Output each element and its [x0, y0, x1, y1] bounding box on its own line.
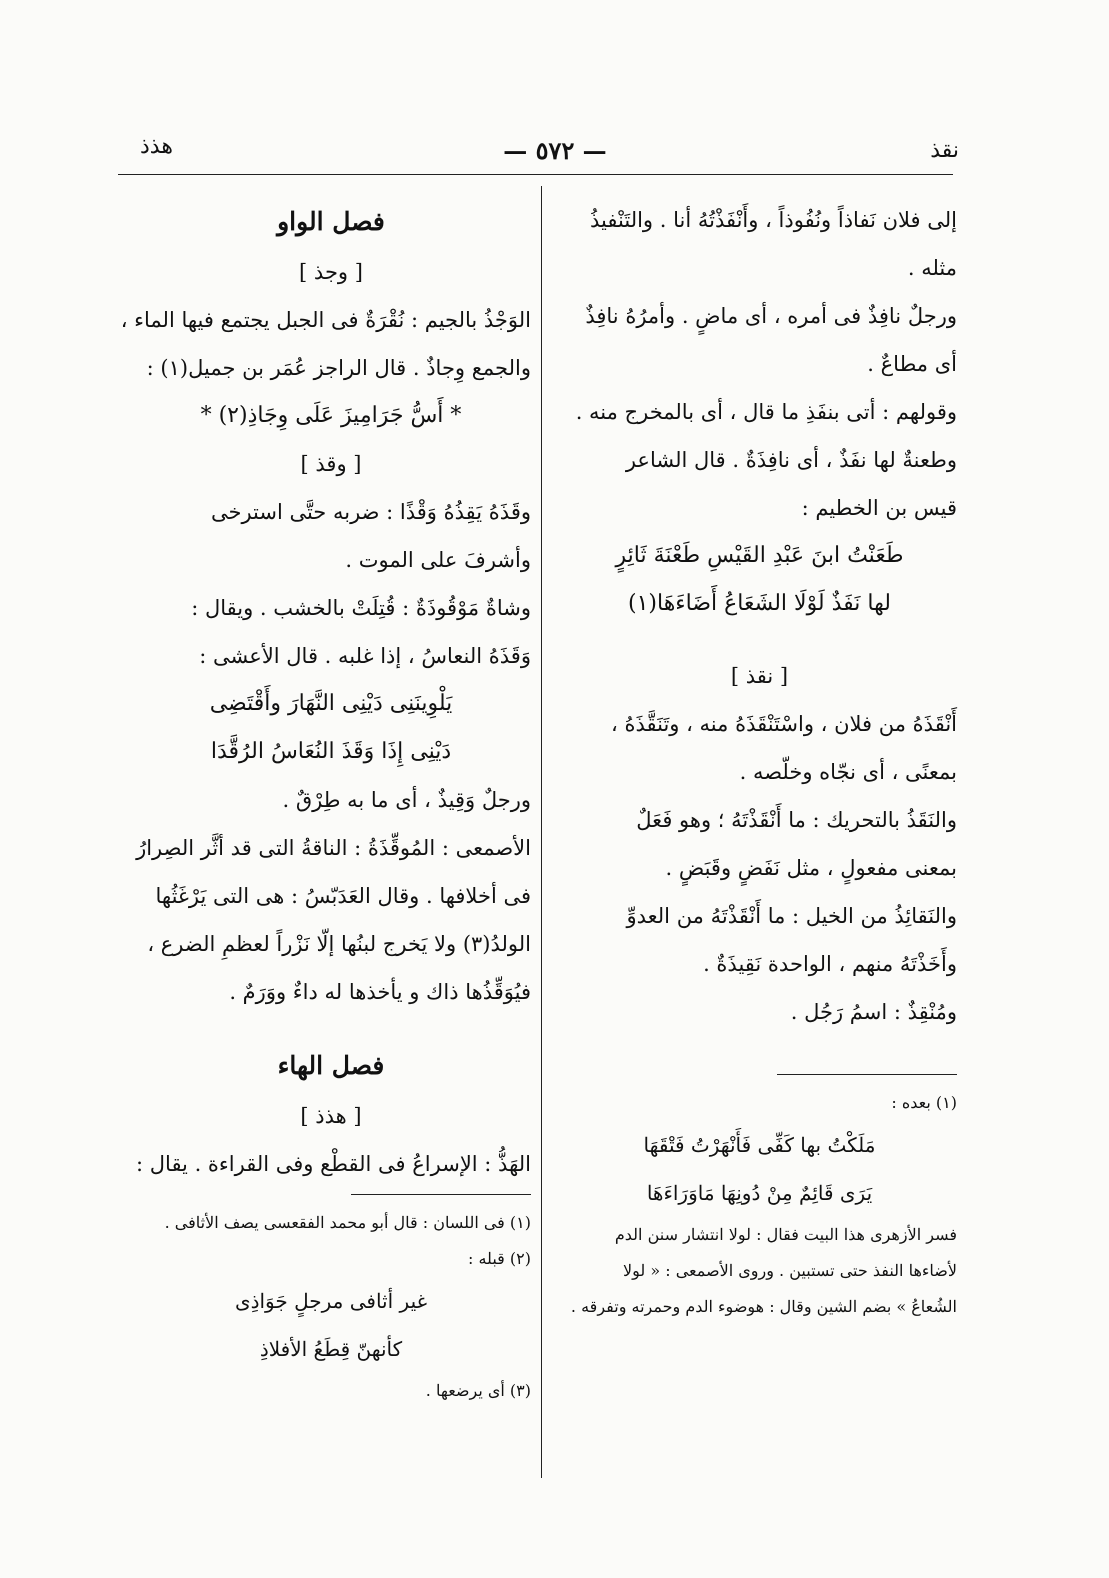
text-line: والنَقَذُ بالتحريك : ما أَنْقَذْتَهُ ؛ وهو فَعَلٌ — [636, 808, 957, 832]
text-line: الولدُ(٣) ولا يَخرج لبنُها إلّا نَزْراً لعظمِ الضرع ، — [147, 932, 531, 956]
text-line: ورجلٌ نافِذٌ فى أمره ، أى ماضٍ . وأمرُهُ نافِذٌ — [585, 304, 957, 328]
text-line: قيس بن الخطيم : — [801, 496, 957, 520]
column-divider — [541, 186, 542, 1478]
section-heading: [ نقذ ] — [730, 664, 789, 688]
section-heading: [ وجذ ] — [299, 260, 363, 284]
text-line: الوَجْذُ بالجيم : نُقْرَةٌ فى الجبل يجتمع فيها الماء ، — [120, 308, 531, 332]
text-line: الهَذُّ : الإسراعُ فى القطْع وفى القراءة . يقال : — [136, 1152, 531, 1176]
chapter-heading: فصل الواو — [277, 207, 385, 236]
text-line: وأشرفَ على الموت . — [345, 548, 531, 572]
footnote: (٣) أى يرضعها . — [425, 1381, 531, 1400]
text-line: مثله . — [907, 256, 957, 280]
footnote-verse: مَلَكْتُ بها كَفِّى فَأَنْهَرْتُ فَتْقَهَا — [643, 1133, 876, 1157]
page-header — [0, 132, 1109, 172]
verse-line: يَلْوِينَنِى دَيْنِى النَّهَارَ وأَقْتَضِى — [209, 691, 453, 716]
footnote-verse: كأنهنّ قِطَعُ الأفلاذِ — [259, 1337, 403, 1361]
text-line: فيُوَقِّذُها ذاك و يأخذها له داءٌ ووَرَمٌ . — [229, 980, 531, 1004]
text-line: وأَخَذْتَهُ منهم ، الواحدة نَقِيذَةٌ . — [703, 952, 957, 976]
text-line: بمعنى مفعولٍ ، مثل نَفَضٍ وقَبَضٍ . — [665, 856, 957, 880]
chapter-heading: فصل الهاء — [277, 1051, 385, 1080]
text-line: ومُنْقِذٌ : اسمُ رَجُل . — [790, 1000, 957, 1024]
text-line: وقَذَهُ يَقِذُهُ وَقْذًا : ضربه حتَّى استرخى — [210, 500, 531, 524]
text-line: الأصمعى : المُوقِّذَةُ : الناقةُ التى قد أثَّر الصِرارُ — [136, 836, 531, 860]
footnote-line: الشُعاعُ » بضم الشين وقال : هوضوء الدم وحمرته وتفرقه . — [570, 1297, 957, 1316]
text-line: وطعنةٌ لها نفَذٌ ، أى نافِذَةٌ . قال الشاعر — [625, 448, 957, 472]
footnote-separator — [351, 1194, 531, 1195]
footnote-verse: يَرَى قَائِمٌ مِنْ دُونِهَا مَاوَرَاءَهَا — [646, 1181, 873, 1205]
left-column — [120, 196, 531, 1409]
footnote-line: لأضاءها النفذ حتى تستبين . وروى الأصمعى : « لولا — [623, 1261, 957, 1280]
text-line: والنَقائِذُ من الخيل : ما أَنْقَذْتَهُ من العدوِّ — [626, 904, 957, 928]
text-line: وقولهم : أتى بنفَذِ ما قال ، أى بالمخرج منه . — [575, 400, 957, 424]
text-line: وشاةٌ مَوْقُوذَةٌ : قُتِلَتْ بالخشب . ويقال : — [191, 596, 531, 620]
footnote: (٢) قبله : — [468, 1249, 531, 1268]
section-heading: [ وقذ ] — [300, 452, 362, 476]
verse-line: طَعَنْتُ ابنَ عَبْدِ القَيْسِ طَعْنَةَ ثَائِرٍ — [615, 543, 904, 568]
running-head-right: نقذ — [930, 138, 959, 163]
page-number: — ٥٧٢ — — [503, 136, 607, 165]
footnote-separator — [777, 1074, 957, 1075]
verse-line: لها نَفَذٌ لَوْلَا الشَعَاعُ أَضَاءَهَا(١) — [628, 591, 891, 616]
text-line: فى أخلافها . وقال العَدَبّسُ : هى التى يَرْغَثُها — [155, 884, 531, 908]
text-line: والجمع وِجاذٌ . قال الراجز عُمَر بن جميل(١) : — [146, 356, 531, 380]
footnote-line: فسر الأزهرى هذا البيت فقال : لولا انتشار سنن الدم — [614, 1225, 957, 1244]
text-line: أى مطاعٌ . — [867, 352, 957, 376]
text-line: إلى فلان نَفاذاً ونُفُوذاً ، وأَنْفَذْتُهُ أنا . والتَنْفيذُ — [590, 208, 957, 232]
right-column — [562, 196, 957, 1325]
footnote: (١) فى اللسان : قال أبو محمد الفقعسى يصف الأثافى . — [164, 1213, 531, 1232]
section-heading: [ هذذ ] — [300, 1104, 362, 1128]
footnote-verse: غير أثافى مرجلٍ جَوَاذِى — [234, 1289, 428, 1313]
text-line: وَقَذَهُ النعاسُ ، إذا غلبه . قال الأعشى : — [199, 644, 531, 668]
verse-line: * أَسُّ جَرَامِيزَ عَلَى وِجَاذِ(٢) * — [200, 403, 462, 428]
text-line: ورجلٌ وَقِيذٌ ، أى ما به طِرْقٌ . — [282, 788, 531, 812]
verse-line: دَيْنِى إِذَا وَقَذَ النُعَاسُ الرُقَّدَا — [210, 739, 452, 764]
running-head-left: هذذ — [140, 134, 173, 159]
header-rule — [118, 174, 953, 175]
footnote: (١) بعده : — [891, 1093, 957, 1112]
text-line: أَنْقَذَهُ من فلان ، واسْتَنْقَذَهُ منه ، وتَنَقَّذَهُ ، — [611, 712, 957, 736]
text-line: بمعنًى ، أى نجّاه وخلّصه . — [739, 760, 957, 784]
